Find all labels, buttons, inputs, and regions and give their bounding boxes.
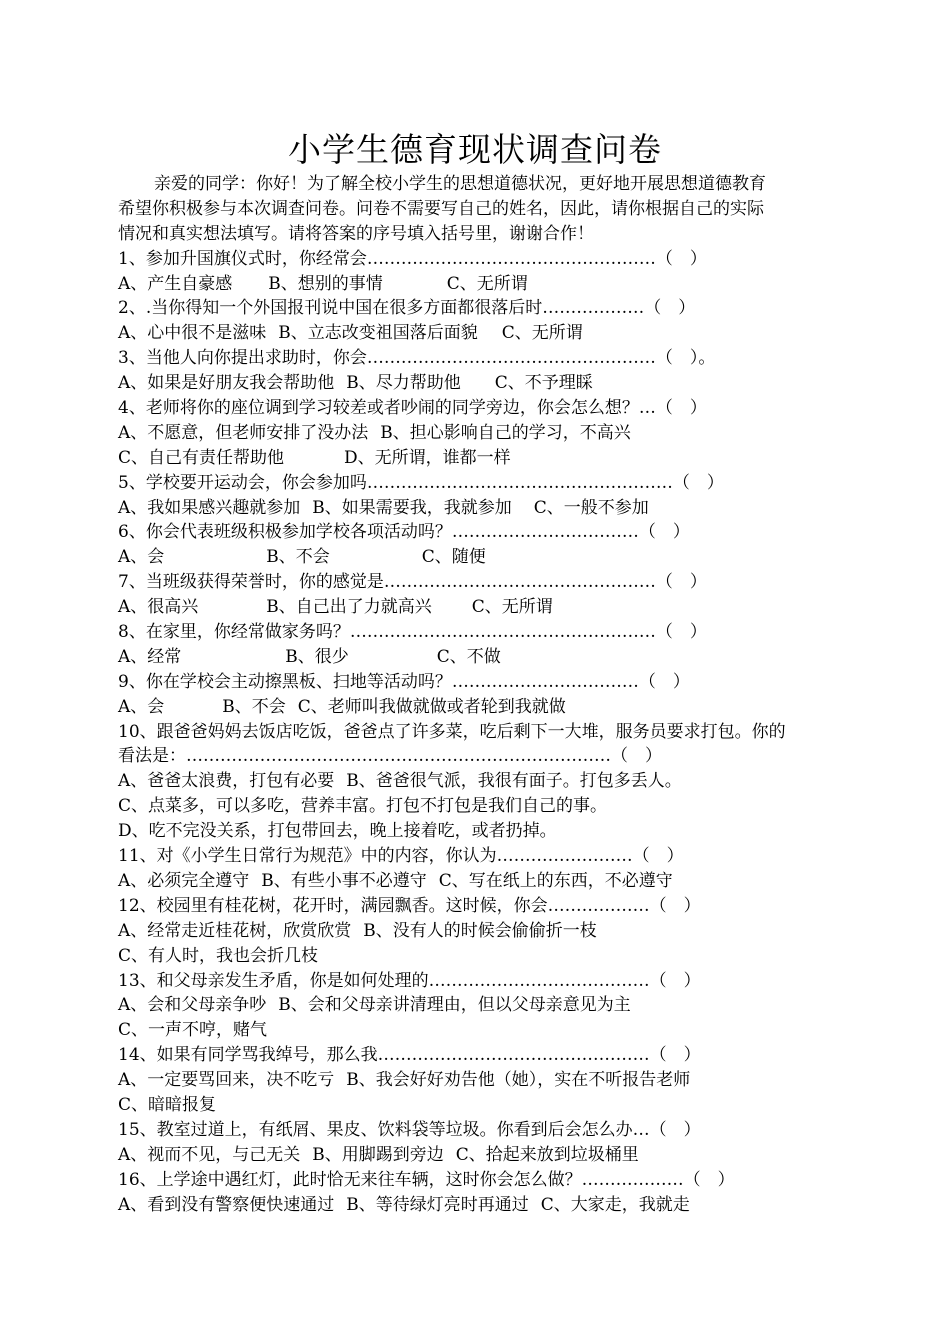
question-11: [118, 844, 838, 894]
option-row: [118, 371, 838, 396]
answer-option: A、如果是好朋友我会帮助他: [118, 373, 335, 394]
answer-option: B、不会: [266, 547, 330, 568]
question-text: 9、你在学校会主动擦黑板、扫地等活动吗？……………………………（ ）: [118, 671, 690, 692]
answer-option: B、自己出了力就高兴: [266, 597, 432, 618]
answer-option: B、用脚踢到旁边: [312, 1144, 444, 1165]
option-row: [118, 1143, 838, 1168]
answer-option: C、大家走，我就走: [540, 1194, 690, 1215]
question-3: [118, 346, 838, 396]
intro-line: 亲爱的同学：你好！为了解全校小学生的思想道德状况，更好地开展思想道德教育: [154, 174, 766, 194]
answer-option: C、一声不哼，赌气: [118, 1020, 268, 1041]
answer-option: C、一般不参加: [533, 497, 649, 518]
question-14: [118, 1043, 838, 1118]
question-text: 13、和父母亲发生矛盾，你是如何处理的…………………………………（ ）: [118, 970, 701, 991]
option-row: [118, 1193, 838, 1218]
answer-option: C、有人时，我也会折几枝: [118, 945, 319, 966]
option-row: [118, 545, 838, 570]
questionnaire-body: [118, 172, 838, 1217]
question-text: 1、参加升国旗仪式时，你经常会……………………………………………（ ）: [118, 248, 707, 269]
question-8: [118, 620, 838, 670]
answer-option: C、老师叫我做就做或者轮到我就做: [297, 696, 566, 717]
answer-option: A、经常: [118, 646, 182, 667]
question-text: 5、学校要开运动会，你会参加吗………………………………………………（ ）: [118, 472, 724, 493]
question-10: [118, 720, 838, 844]
answer-option: B、担心影响自己的学习，不高兴: [380, 422, 631, 443]
question-text: 4、老师将你的座位调到学习较差或者吵闹的同学旁边，你会怎么想？…（ ）: [118, 398, 707, 419]
option-row: [118, 993, 838, 1018]
option-row: [118, 446, 838, 471]
question-text: 16、上学途中遇红灯，此时恰无来往车辆，这时你会怎么做？………………（ ）: [118, 1169, 735, 1190]
answer-option: B、我会好好劝告他（她），实在不听报告老师: [346, 1070, 691, 1091]
answer-option: A、产生自豪感: [118, 273, 233, 294]
answer-option: B、很少: [285, 646, 349, 667]
answer-option: A、会和父母亲争吵: [118, 995, 267, 1016]
answer-option: C、无所谓: [501, 323, 583, 344]
answer-option: A、心中很不是滋味: [118, 323, 267, 344]
answer-option: B、立志改变祖国落后面貌: [278, 323, 478, 344]
answer-option: A、看到没有警察便快速通过: [118, 1194, 335, 1215]
answer-option: A、必须完全遵守: [118, 870, 250, 891]
option-row: [118, 496, 838, 521]
option-row: [118, 1068, 838, 1093]
question-13: [118, 969, 838, 1044]
option-row: [118, 695, 838, 720]
option-row: [118, 645, 838, 670]
question-4: [118, 396, 838, 471]
question-12: [118, 894, 838, 969]
answer-option: B、会和父母亲讲清理由，但以父母亲意见为主: [278, 995, 631, 1016]
question-5: [118, 471, 838, 521]
answer-option: C、随便: [421, 547, 486, 568]
answer-option: A、视而不见，与己无关: [118, 1144, 301, 1165]
option-row: [118, 1018, 838, 1043]
intro-line: 希望你积极参与本次调查问卷。问卷不需要写自己的姓名，因此，请你根据自己的实际: [118, 198, 764, 219]
question-7: [118, 570, 838, 620]
answer-option: C、点菜多，可以多吃，营养丰富。打包不打包是我们自己的事。: [118, 796, 608, 817]
question-text: 11、对《小学生日常行为规范》中的内容，你认为……………………（ ）: [118, 846, 684, 867]
intro-paragraph: [118, 172, 838, 247]
answer-option: B、没有人的时候会偷偷折一枝: [363, 920, 597, 941]
answer-option: D、吃不完没关系，打包带回去，晚上接着吃，或者扔掉。: [118, 821, 557, 842]
answer-option: A、不愿意，但老师安排了没办法: [118, 422, 369, 443]
question-list: [118, 247, 838, 1218]
option-row: [118, 769, 838, 794]
question-1: [118, 247, 838, 297]
answer-option: B、爸爸很气派，我很有面子。打包多丢人。: [346, 771, 682, 792]
answer-option: D、无所谓，谁都一样: [344, 447, 511, 468]
question-text: 6、你会代表班级积极参加学校各项活动吗？……………………………（ ）: [118, 522, 690, 543]
question-text: 看法是：…………………………………………………………………（ ）: [118, 746, 662, 767]
answer-option: B、不会: [222, 696, 286, 717]
intro-line: 情况和真实想法填写。请将答案的序号填入括号里，谢谢合作！: [118, 223, 594, 244]
answer-option: C、不予理睬: [494, 373, 593, 394]
question-2: [118, 296, 838, 346]
answer-option: B、如果需要我，我就参加: [312, 497, 512, 518]
option-row: [118, 1093, 838, 1118]
option-row: [118, 595, 838, 620]
question-text: 7、当班级获得荣誉时，你的感觉是…………………………………………（ ）: [118, 572, 707, 593]
answer-option: A、爸爸太浪费，打包有必要: [118, 771, 335, 792]
option-row: [118, 421, 838, 446]
question-16: [118, 1168, 838, 1218]
answer-option: A、我如果感兴趣就参加: [118, 497, 301, 518]
answer-option: C、无所谓: [471, 597, 553, 618]
question-15: [118, 1118, 838, 1168]
answer-option: C、拾起来放到垃圾桶里: [455, 1144, 639, 1165]
answer-option: B、想别的事情: [268, 273, 383, 294]
question-text: 8、在家里，你经常做家务吗？………………………………………………（ ）: [118, 622, 707, 643]
answer-option: B、尽力帮助他: [346, 373, 461, 394]
option-row: [118, 272, 838, 297]
answer-option: B、等待绿灯亮时再通过: [346, 1194, 529, 1215]
answer-option: A、一定要骂回来，决不吃亏: [118, 1070, 335, 1091]
question-text: 10、跟爸爸妈妈去饭店吃饭，爸爸点了许多菜，吃后剩下一大堆，服务员要求打包。你的: [118, 721, 786, 742]
answer-option: B、有些小事不必遵守: [261, 870, 427, 891]
option-row: [118, 869, 838, 894]
answer-option: C、不做: [436, 646, 501, 667]
option-row: [118, 794, 838, 819]
question-text: 12、校园里有桂花树，花开时，满园飘香。这时候，你会………………（ ）: [118, 895, 701, 916]
answer-option: A、经常走近桂花树，欣赏欣赏: [118, 920, 352, 941]
answer-option: A、很高兴: [118, 597, 199, 618]
option-row: [118, 919, 838, 944]
question-6: [118, 520, 838, 570]
option-row: [118, 944, 838, 969]
answer-option: C、自己有责任帮助他: [118, 447, 285, 468]
question-9: [118, 670, 838, 720]
question-text: 3、当他人向你提出求助时，你会……………………………………………（ ）。: [118, 348, 716, 369]
answer-option: A、会: [118, 696, 165, 717]
option-row: [118, 819, 838, 844]
answer-option: A、会: [118, 547, 165, 568]
answer-option: C、无所谓: [446, 273, 528, 294]
question-text: 15、教室过道上，有纸屑、果皮、饮料袋等垃圾。你看到后会怎么办…（ ）: [118, 1119, 701, 1140]
answer-option: C、写在纸上的东西，不必遵守: [438, 870, 673, 891]
question-text: 2、.当你得知一个外国报刊说中国在很多方面都很落后时………………（ ）: [118, 298, 696, 319]
page-title: 小学生德育现状调查问卷: [288, 130, 662, 169]
answer-option: C、暗暗报复: [118, 1094, 217, 1115]
option-row: [118, 321, 838, 346]
question-text: 14、如果有同学骂我绰号，那么我…………………………………………（ ）: [118, 1045, 701, 1066]
